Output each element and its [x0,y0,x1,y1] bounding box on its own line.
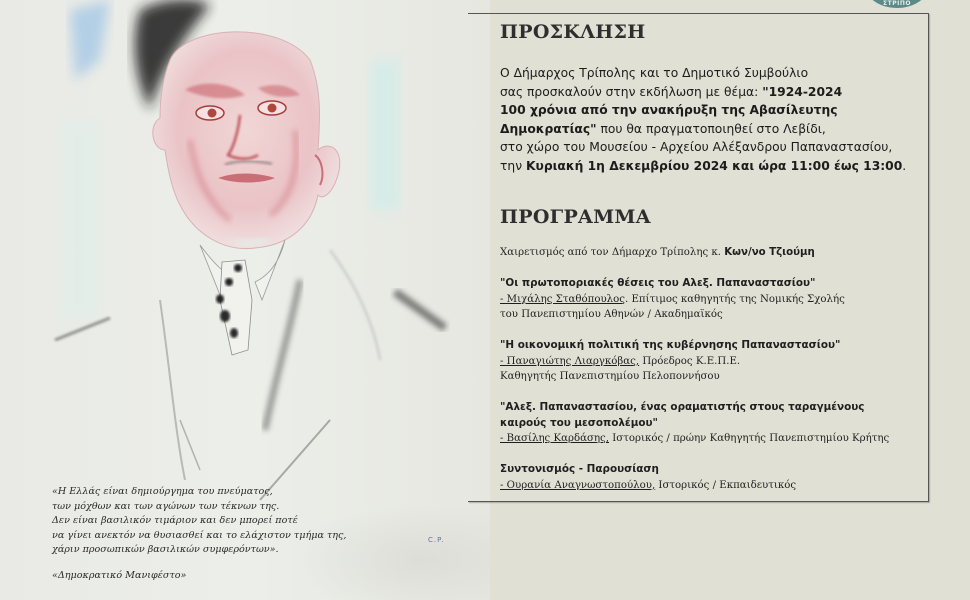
quote-line: χάριν προσωπικών βασιλικών συμφερόντων». [52,544,279,556]
speaker-name: - Ουρανία Αναγνωστοπούλου, [500,479,656,491]
invitation-line [500,157,930,176]
event-theme-end: Δημοκρατίας" [500,121,597,136]
text-segment: που θα πραγματοποιηθεί στο Λεβίδι, [596,121,826,136]
event-theme-start: "1924-2024 [762,84,843,99]
speaker-line [500,292,920,308]
quote-line: να γίνει ανεκτόν να θυσιασθεί και το ελάχιστον τμήμα της, [52,529,347,541]
quote-line: των μόχθων και των αγώνων των τέκνων της. [52,500,280,512]
text-segment: . [902,158,907,173]
speaker-line [500,478,920,494]
invitation-line [500,138,930,157]
speaker-role-extra: του Πανεπιστημίου Αθηνών / Ακαδημαϊκός [500,309,723,320]
program-item [500,400,920,447]
invitation-text [500,64,930,176]
program-greeting [500,245,920,261]
logo-text: ΣΤΡΙΠΟ [883,0,911,7]
text-segment: την [500,158,526,173]
talk-title: "Οι πρωτοποριακές θέσεις του Αλεξ. Παπαναστασίου" [500,277,816,289]
invitation-title: ΠΡΟΣΚΛΗΣΗ [500,21,646,43]
text-segment: σας προσκαλούν στην εκδήλωση με θέμα: [500,84,763,99]
speaker-name: - Παναγιώτης Λιαργκόβας, [500,355,640,367]
speaker-line [500,354,920,370]
invitation-line [500,64,930,83]
speaker-role: Ιστορικός / Εκπαιδευτικός [655,479,797,491]
talk-title-cont: καιρούς του μεσοπολέμου" [500,416,658,429]
event-theme: 100 χρόνια από την ανακήρυξη της Αβασίλευτης [500,103,838,118]
text-segment: Ο Δήμαρχος Τρίπολης και το Δημοτικό Συμβούλιο [500,66,809,80]
speaker-line [500,431,920,447]
program-title: ΠΡΟΓΡΑΜΜΑ [500,206,651,228]
quote-line: «Η Ελλάς είναι δημιούργημα του πνεύματος, [52,486,273,497]
speaker-role: Ιστορικός / πρώην Καθηγητής Πανεπιστημίου Κρήτης [609,433,890,444]
program-item [500,276,920,323]
speaker-name: - Μιχάλης Σταθόπουλος [500,293,625,305]
program-item [500,462,920,493]
mayor-name: Κων/νο Τζιούμη [724,247,815,258]
venue-text: στο χώρο του Μουσείου - Αρχείου Αλέξανδρου Παπαναστασίου, [500,140,893,155]
greeting-text: Χαιρετισμός από τον Δήμαρχο Τρίπολης κ. [500,247,725,258]
municipality-logo [865,0,929,8]
speaker-role: Πρόεδρος Κ.Ε.Π.Ε. [639,355,741,367]
speaker-role-extra: Καθηγητής Πανεπιστημίου Πελοποννήσου [500,371,720,382]
invitation-line [500,83,930,102]
program-item [500,338,920,385]
artist-signature: C.P. [428,536,445,544]
invitation-line [500,120,930,139]
speaker-role: . Επίτιμος καθηγητής της Νομικής Σχολής [624,293,845,305]
speaker-name: - Βασίλης Καρδάσης, [500,433,609,444]
invitation-line [500,101,930,120]
quote-line: Δεν είναι βασιλικόν τιμάριον και δεν μπορεί ποτέ [52,515,298,527]
quote-block [52,485,432,584]
greeting-line [500,245,920,261]
talk-title: "Αλεξ. Παπαναστασίου, ένας οραματιστής στους ταραγμένους [500,401,865,413]
event-datetime: Κυριακή 1η Δεκεμβρίου 2024 και ώρα 11:00 έως 13:00 [525,158,903,173]
program-list [500,245,920,509]
quote-source: «Δημοκρατικό Μανιφέστο» [52,569,187,581]
coordination-title: Συντονισμός - Παρουσίαση [500,463,659,475]
talk-title: "Η οικονομική πολιτική της κυβέρνησης Παπαναστασίου" [500,339,841,351]
